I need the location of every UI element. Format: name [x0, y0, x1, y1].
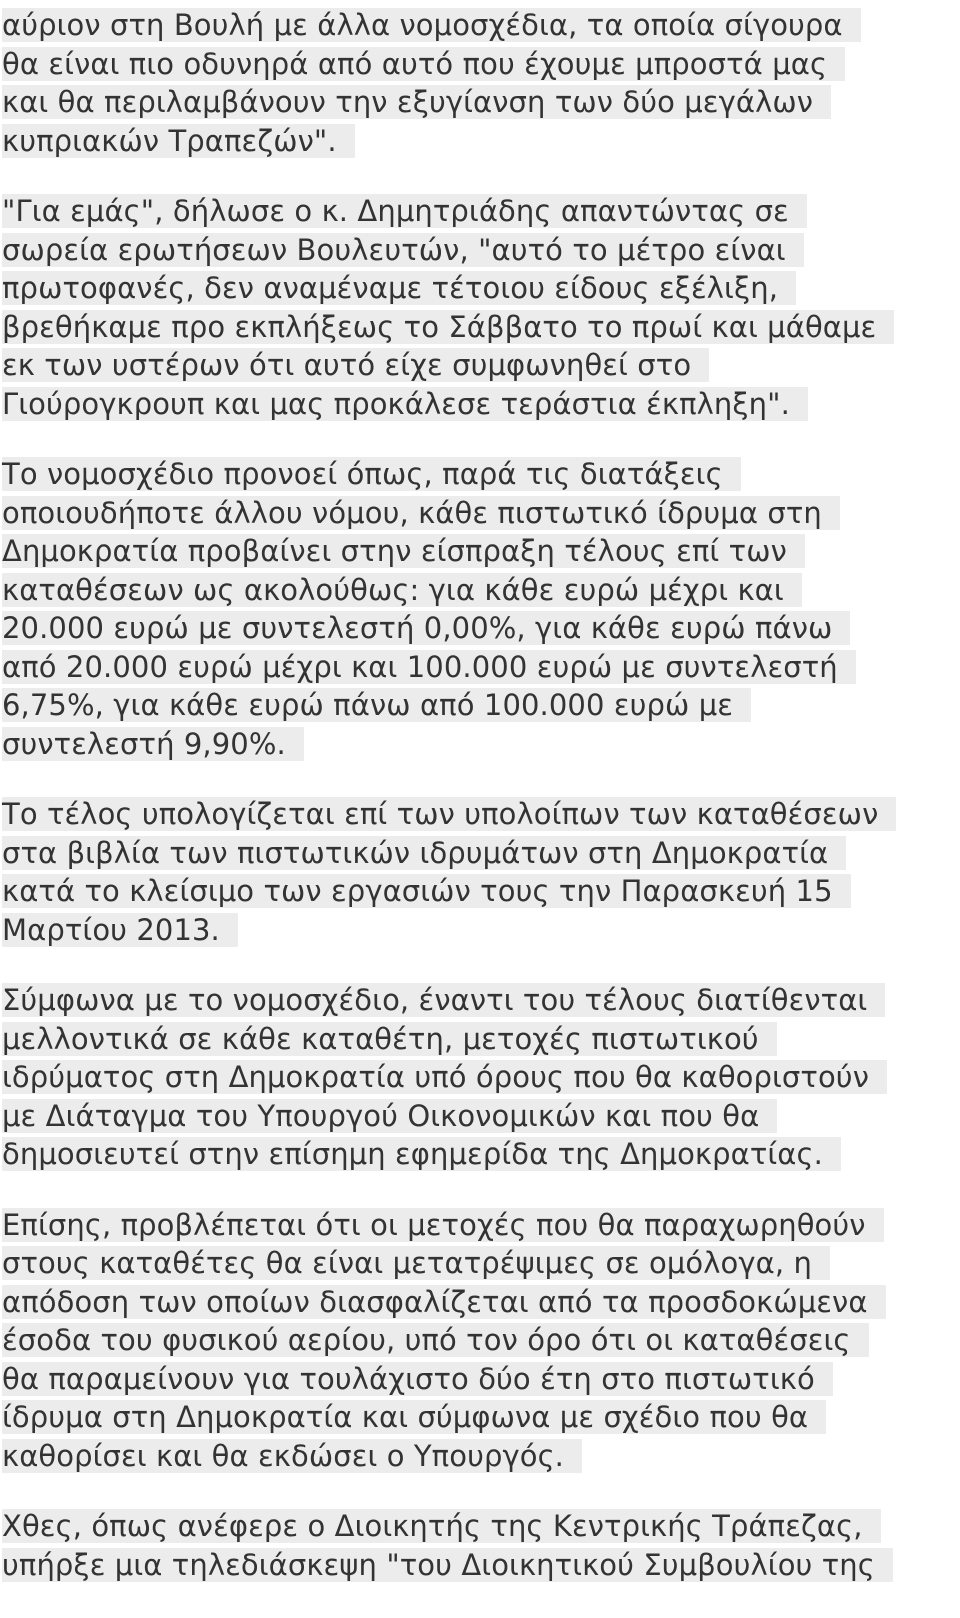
text-line: εκ των υστέρων ότι αυτό είχε συμφωνηθεί στο	[2, 348, 709, 382]
text-line: υπήρξε μια τηλεδιάσκεψη "του Διοικητικού Συμβουλίου της	[2, 1548, 893, 1582]
text-line: Γιούρογκρουπ και μας προκάλεσε τεράστια έκπληξη".	[2, 387, 808, 421]
text-line: οποιουδήποτε άλλου νόμου, κάθε πιστωτικό ίδρυμα στη	[2, 496, 840, 530]
text-line: θα παραμείνουν για τουλάχιστο δύο έτη στο πιστωτικό	[2, 1362, 833, 1396]
text-line: 6,75%, για κάθε ευρώ πάνω από 100.000 ευρώ με	[2, 688, 751, 722]
paragraph-gap	[2, 1174, 960, 1206]
text-line: συντελεστή 9,90%.	[2, 727, 304, 761]
text-line: κυπριακών Τραπεζών".	[2, 124, 355, 158]
text-line: Επίσης, προβλέπεται ότι οι μετοχές που θα παραχωρηθούν	[2, 1208, 884, 1242]
paragraph-gap	[2, 949, 960, 981]
paragraph-2	[2, 192, 960, 423]
text-line: στα βιβλία των πιστωτικών ιδρυμάτων στη Δημοκρατία	[2, 836, 846, 870]
text-line: 20.000 ευρώ με συντελεστή 0,00%, για κάθε ευρώ πάνω	[2, 611, 850, 645]
paragraph-gap	[2, 1475, 960, 1507]
text-line: δημοσιευτεί στην επίσημη εφημερίδα της Δημοκρατίας.	[2, 1137, 841, 1171]
text-line: ίδρυμα στη Δημοκρατία και σύμφωνα με σχέδιο που θα	[2, 1400, 826, 1434]
text-line: στους καταθέτες θα είναι μετατρέψιμες σε ομόλογα, η	[2, 1246, 830, 1280]
paragraph-gap	[2, 423, 960, 455]
text-line: από 20.000 ευρώ μέχρι και 100.000 ευρώ με συντελεστή	[2, 650, 856, 684]
paragraph-gap	[2, 160, 960, 192]
text-line: ιδρύματος στη Δημοκρατία υπό όρους που θα καθοριστούν	[2, 1060, 887, 1094]
text-line: βρεθήκαμε προ εκπλήξεως το Σάββατο το πρωί και μάθαμε	[2, 310, 894, 344]
paragraph-6	[2, 1206, 960, 1476]
text-line: καθορίσει και θα εκδώσει ο Υπουργός.	[2, 1439, 582, 1473]
text-line: Το νομοσχέδιο προνοεί όπως, παρά τις διατάξεις	[2, 457, 741, 491]
text-line: θα είναι πιο οδυνηρά από αυτό που έχουμε μπροστά μας	[2, 47, 845, 81]
paragraph-5	[2, 981, 960, 1174]
text-line: Δημοκρατία προβαίνει στην είσπραξη τέλους επί των	[2, 534, 805, 568]
text-line: Μαρτίου 2013.	[2, 913, 238, 947]
text-line: σωρεία ερωτήσεων Βουλευτών, "αυτό το μέτρο είναι	[2, 233, 804, 267]
paragraph-1	[2, 6, 960, 160]
text-line: Σύμφωνα με το νομοσχέδιο, έναντι του τέλους διατίθενται	[2, 983, 885, 1017]
text-line: αύριον στη Βουλή με άλλα νομοσχέδια, τα οποία σίγουρα	[2, 8, 861, 42]
text-line: Χθες, όπως ανέφερε ο Διοικητής της Κεντρικής Τράπεζας,	[2, 1509, 881, 1543]
text-line: και θα περιλαμβάνουν την εξυγίανση των δύο μεγάλων	[2, 85, 831, 119]
text-line: πρωτοφανές, δεν αναμέναμε τέτοιου είδους εξέλιξη,	[2, 271, 796, 305]
text-line: Το τέλος υπολογίζεται επί των υπολοίπων των καταθέσεων	[2, 797, 896, 831]
text-line: κατά το κλείσιμο των εργασιών τους την Παρασκευή 15	[2, 874, 851, 908]
text-line: απόδοση των οποίων διασφαλίζεται από τα προσδοκώμενα	[2, 1285, 886, 1319]
text-line: καταθέσεων ως ακολούθως: για κάθε ευρώ μέχρι και	[2, 573, 802, 607]
text-line: έσοδα του φυσικού αερίου, υπό τον όρο ότι οι καταθέσεις	[2, 1323, 869, 1357]
text-line: μελλοντικά σε κάθε καταθέτη, μετοχές πιστωτικού	[2, 1022, 777, 1056]
text-line: "Για εμάς", δήλωσε ο κ. Δημητριάδης απαντώντας σε	[2, 194, 807, 228]
paragraph-gap	[2, 763, 960, 795]
text-line: με Διάταγμα του Υπουργού Οικονομικών και που θα	[2, 1099, 777, 1133]
paragraph-3	[2, 455, 960, 763]
paragraph-7	[2, 1507, 960, 1584]
paragraph-4	[2, 795, 960, 949]
